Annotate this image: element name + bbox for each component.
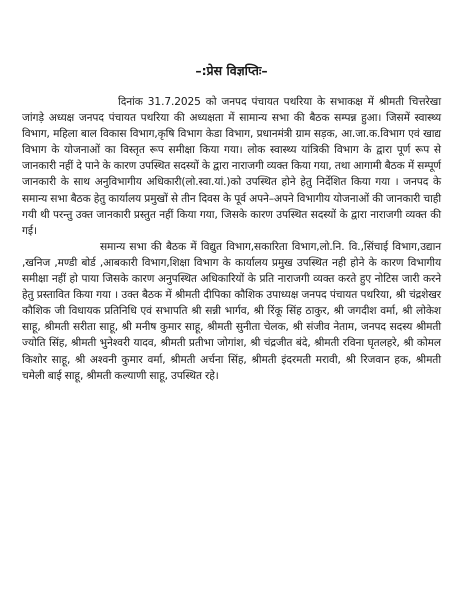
paragraph-attendance: समान्य सभा की बैठक में विद्युत विभाग,सकारिता विभाग,लो.नि. वि.,सिंचाई विभाग,उद्यान ,खनिज ,मण्डी बोर्ड ,आबकारी विभाग,शिक्षा विभाग के कार्यालय प्रमुख उपस्थित नही होने के कारण विभागीय समीक्षा नहीं हो पाया जिसके कारण अनुपस्थित अधिकारियों के प्रति नाराजगी व्यक्त करते हुए नोटिस जारी करने हेतु प्रस्तावित किया गया । उक्त बैठक में श्रीमती दीपिका कौशिक उपाध्यक्ष जनपद पंचायत पथरिया, श्री चंद्रशेखर कौशिक जी विधायक प्रतिनिधि एवं सभापति श्री सन्नी भार्गव, श्री रिंकू सिंह ठाकुर, श्री जगदीश वर्मा, श्री लोकेश साहू, श्रीमती सरीता साहू, श्री मनीष कुमार साहू, श्रीमती सुनीता चेलक, श्री संजीव नेताम, जनपद सदस्य श्रीमती ज्योति सिंह, श्रीमती भुनेश्वरी यादव, श्रीमती प्रतीभा जोगांश, श्री चंद्रजीत बंदे, श्रीमती रविना घृतलहरे, श्री कोमल किशोर साहू, श्री अश्वनी कुमार वर्मा, श्रीमती अर्चना सिंह, श्रीमती इंदरमती मरावी, श्री रिजवान हक, श्रीमती चमेली बाई साहू, श्रीमती कल्याणी साहू, उपस्थित रहे। <box>22 240 441 382</box>
paragraph-meeting-summary: दिनांक 31.7.2025 को जनपद पंचायत पथरिया के सभाकक्ष में श्रीमती चित्तरेखा जांगड़े अध्यक्ष जनपद पंचायत पथरिया की अध्यक्षता में सामान्य सभा की बैठक सम्पन्न हुआ। जिसमें स्वास्थ्य विभाग, महिला बाल विकास विभाग,कृषि विभाग केडा विभाग, प्रधानमंत्री ग्राम सड़क, आ.जा.क.विभाग एवं खाद्य विभाग के योजनाओं का विस्तृत रूप समीक्षा किया गया। लोक स्वास्थ्य यांत्रिकी विभाग के द्वारा पूर्ण रूप से जानकारी नहीं दे पाने के कारण उपस्थित सदस्यों के द्वारा नाराजगी व्यक्त किया गया, तथा आगामी बैठक में सम्पूर्ण जानकारी के साथ अनुविभागीय अधिकारी(लो.स्वा.यां.)को उपस्थित होने हेतु निर्देशित किया गया । जनपद के समान्य सभा बैठक हेतु कार्यालय प्रमुखों से तीन दिवस के पूर्व अपने–अपने विभागीय योजनाओं की जानकारी चाही गयी थी परन्तु उक्त जानकारी प्रस्तुत नहीं किया गया, जिसके कारण उपस्थित सदस्यों के द्वारा नाराजगी व्यक्त की गई। <box>22 96 441 237</box>
document-heading: –:प्रेस विज्ञप्तिः– <box>195 63 268 78</box>
